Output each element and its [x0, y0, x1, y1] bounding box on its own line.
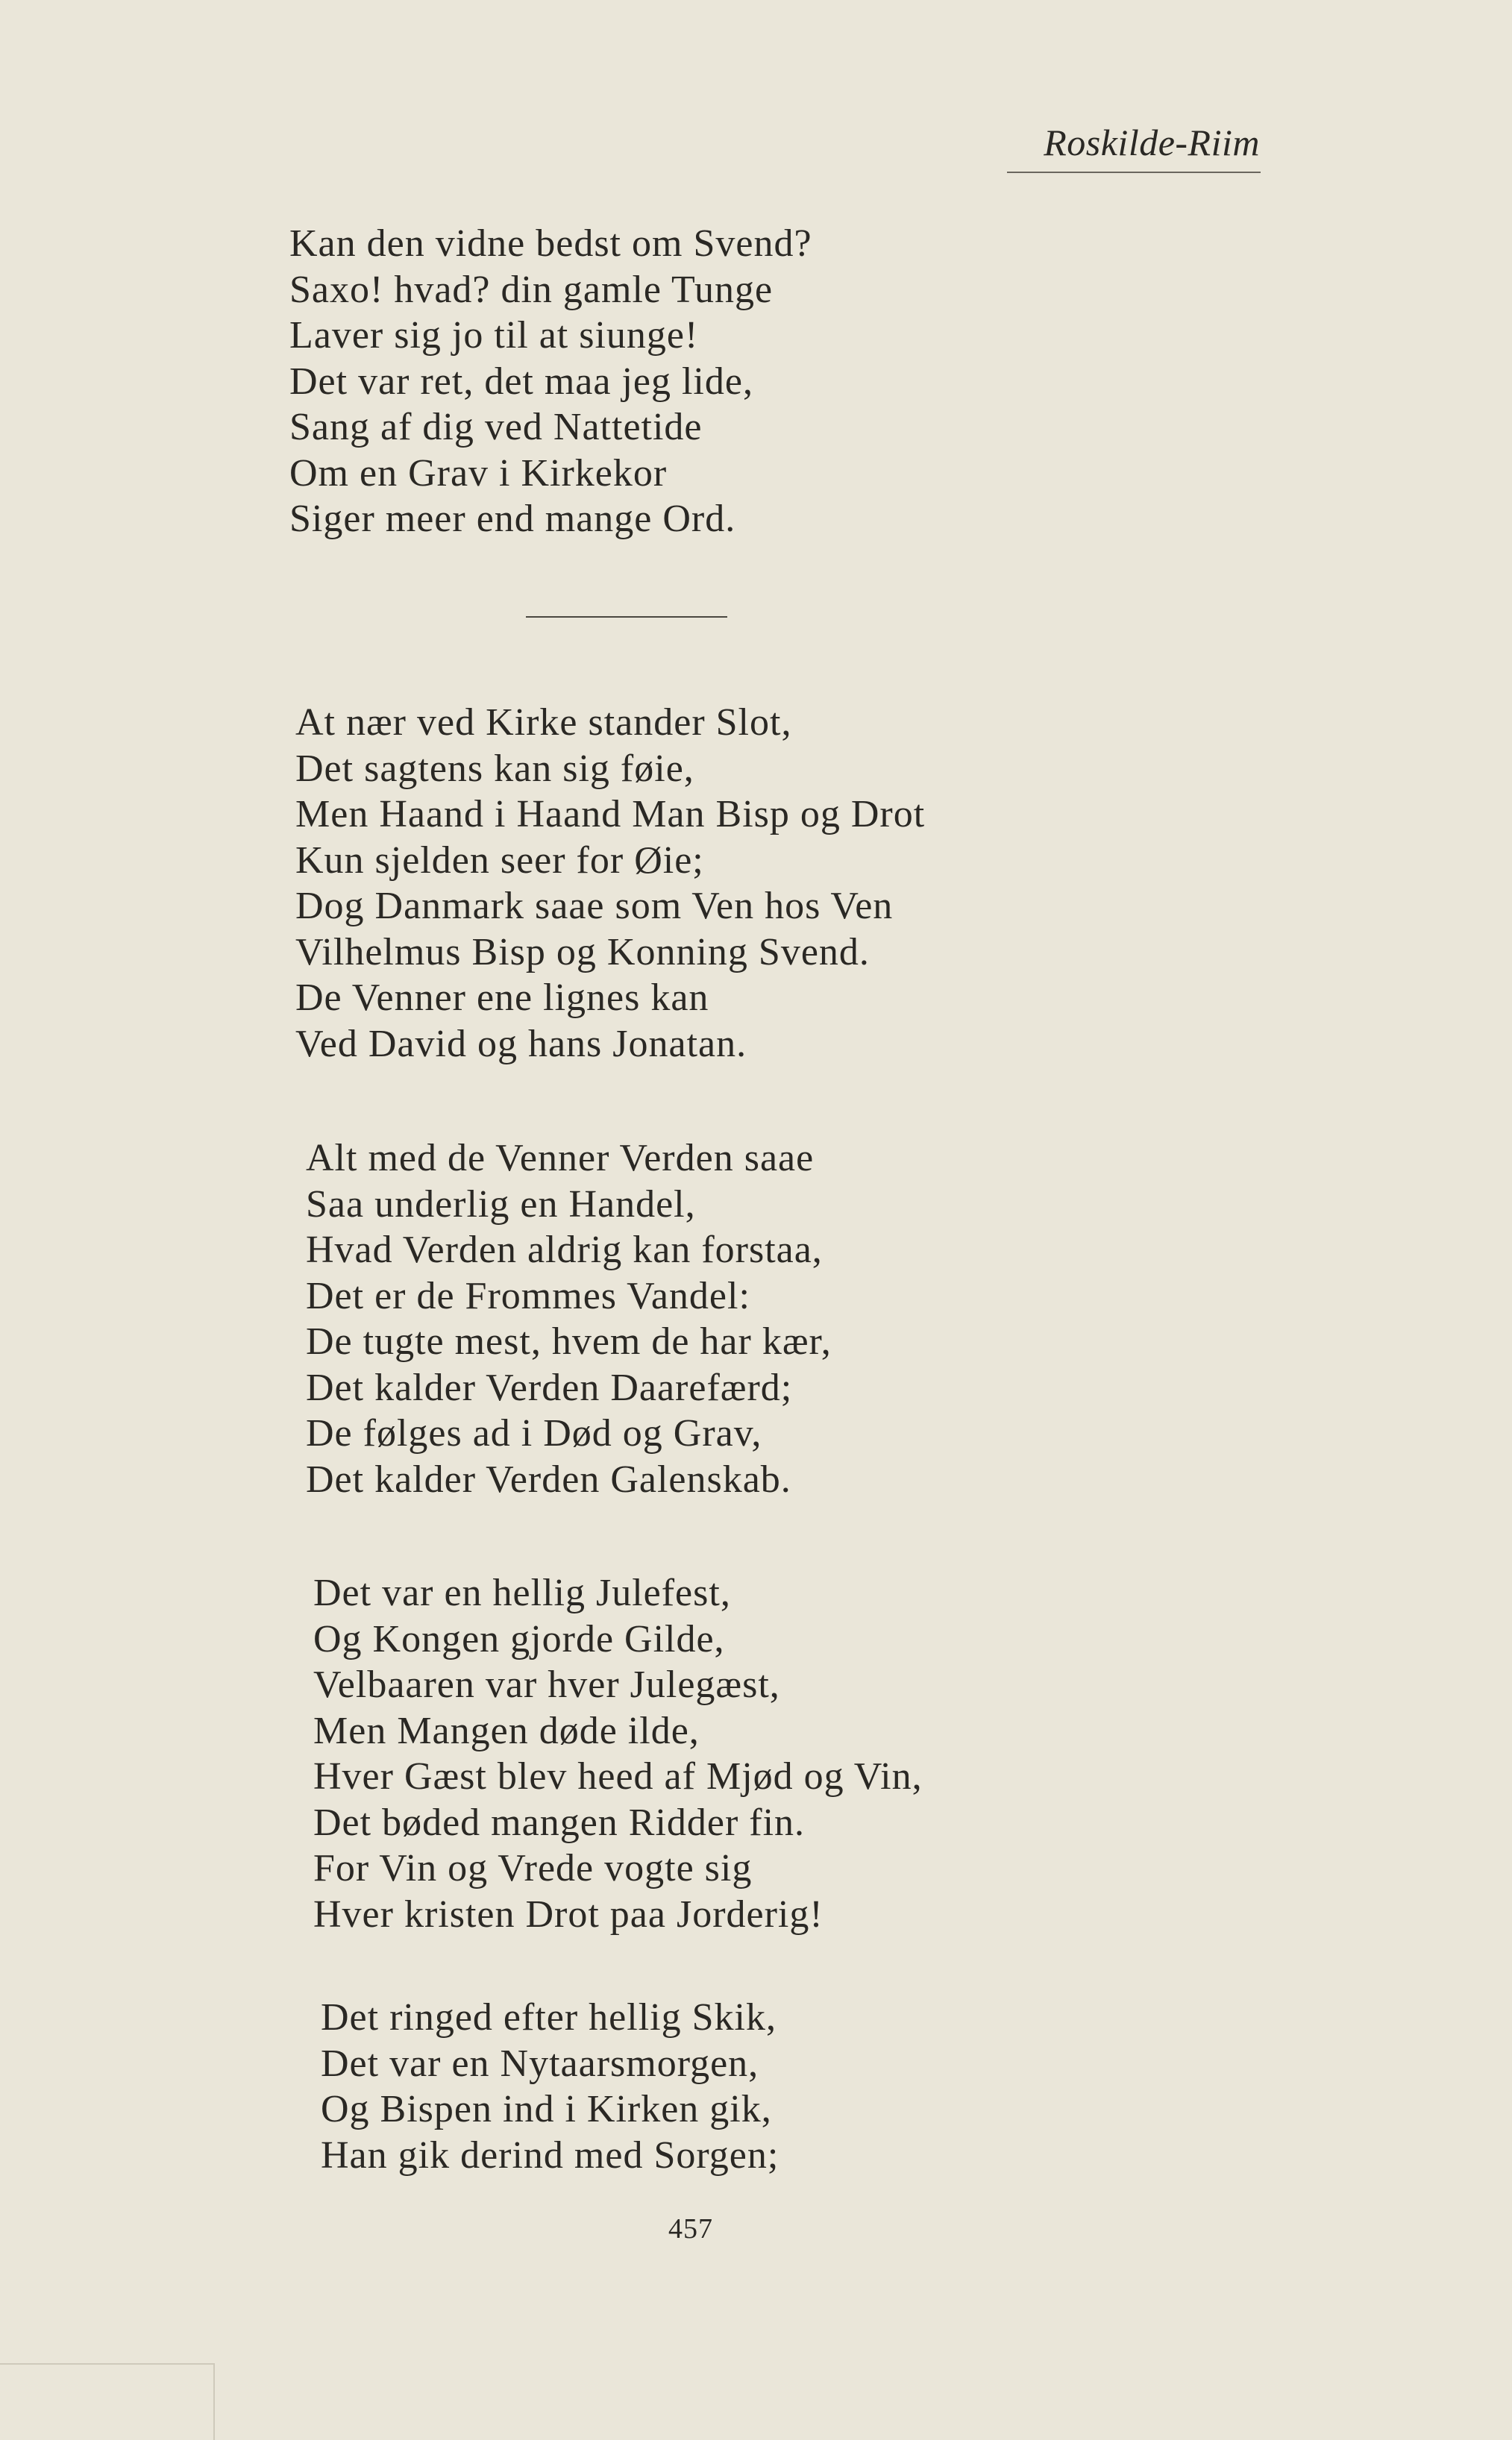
verse-line: Om en Grav i Kirkekor — [289, 451, 668, 495]
verse-line: Og Bispen ind i Kirken gik, — [321, 2088, 772, 2130]
verse-line: Det sagtens kan sig føie, — [295, 747, 694, 790]
verse-line: Men Haand i Haand Man Bisp og Drot — [295, 793, 926, 835]
verse-line: De følges ad i Død og Grav, — [306, 1412, 762, 1455]
verse-line: Det var en Nytaarsmorgen, — [321, 2042, 759, 2085]
verse-line: De Venner ene lignes kan — [295, 976, 709, 1019]
verse-line: Vilhelmus Bisp og Konning Svend. — [295, 930, 870, 973]
verse-line: At nær ved Kirke stander Slot, — [295, 701, 792, 744]
verse-line: Og Kongen gjorde Gilde, — [313, 1617, 725, 1660]
section-divider — [526, 616, 727, 618]
verse-line: Ved David og hans Jonatan. — [295, 1022, 747, 1065]
verse-line: De tugte mest, hvem de har kær, — [306, 1320, 832, 1363]
verse-line: Saxo! hvad? din gamle Tunge — [289, 268, 774, 311]
verse-line: Dog Danmark saae som Ven hos Ven — [295, 885, 894, 927]
verse-line: For Vin og Vrede vogte sig — [313, 1847, 753, 1889]
stanza-4 — [313, 1570, 923, 1937]
verse-line: Hver Gæst blev heed af Mjød og Vin, — [313, 1755, 923, 1798]
verse-line: Laver sig jo til at siunge! — [289, 314, 699, 357]
verse-line: Det ringed efter hellig Skik, — [321, 1996, 777, 2039]
verse-line: Kun sjelden seer for Øie; — [295, 838, 704, 882]
stanza-3 — [306, 1135, 832, 1502]
page-corner-mark — [0, 2363, 215, 2440]
verse-line: Det var en hellig Julefest, — [313, 1572, 731, 1614]
verse-line: Men Mangen døde ilde, — [313, 1709, 700, 1752]
verse-line: Saa underlig en Handel, — [306, 1182, 696, 1226]
verse-line: Det bøded mangen Ridder fin. — [313, 1801, 806, 1844]
verse-line: Hver kristen Drot paa Jorderig! — [313, 1892, 824, 1936]
verse-line: Sang af dig ved Nattetide — [289, 406, 703, 448]
page-number: 457 — [668, 2213, 713, 2245]
verse-line: Kan den vidne bedst om Svend? — [289, 222, 812, 265]
verse-line: Det er de Frommes Vandel: — [306, 1274, 750, 1317]
verse-line: Det kalder Verden Daarefærd; — [306, 1366, 793, 1409]
verse-line: Velbaaren var hver Julegæst, — [313, 1663, 780, 1706]
stanza-2 — [295, 700, 925, 1067]
stanza-1 — [289, 221, 812, 542]
header-rule — [1007, 172, 1261, 173]
verse-line: Siger meer end mange Ord. — [289, 498, 736, 540]
running-title: Roskilde-Riim — [1044, 122, 1260, 163]
verse-line: Alt med de Venner Verden saae — [306, 1137, 815, 1179]
verse-line: Det kalder Verden Galenskab. — [306, 1458, 791, 1501]
verse-line: Hvad Verden aldrig kan forstaa, — [306, 1229, 823, 1271]
verse-line: Han gik derind med Sorgen; — [321, 2133, 779, 2177]
verse-line: Det var ret, det maa jeg lide, — [289, 360, 753, 403]
stanza-5 — [321, 1995, 779, 2178]
